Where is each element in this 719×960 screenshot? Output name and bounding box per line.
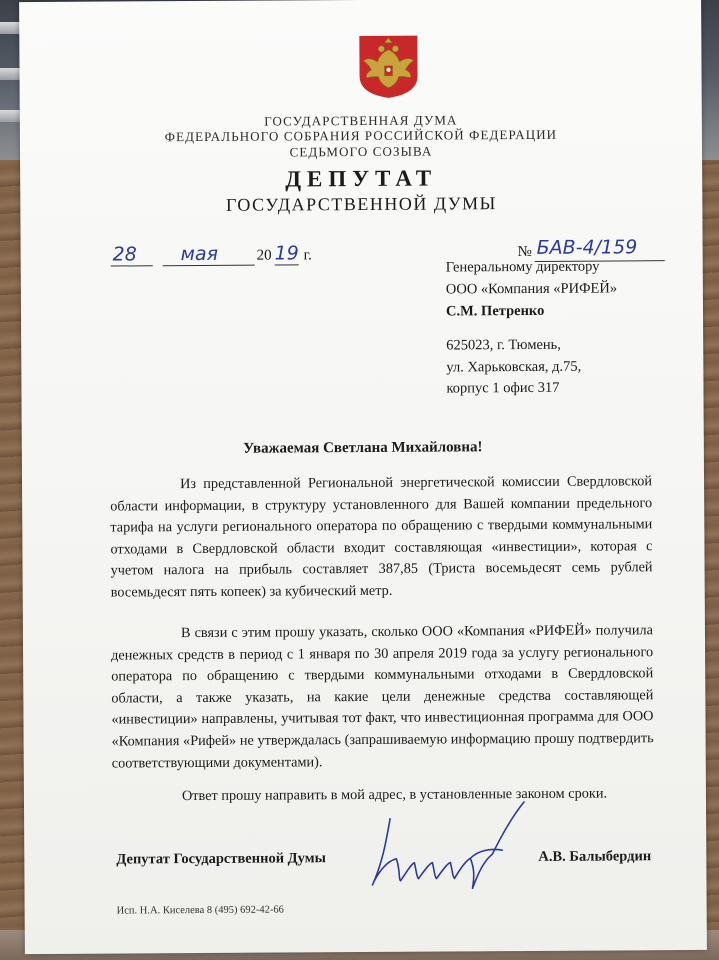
salutation: Уважаемая Светлана Михайловна!: [243, 439, 483, 457]
body-paragraph-2-text: В связи с этим прошу указать, сколько ООО «Компания «РИФЕЙ» получила денежных средств в период с 1 января по 30 апреля 2019 года за услугу регионального оператора по обращению с твердыми коммунальными отходами в Свердловской области, а также указать, на какие цели денежные средства составляющей «инвестиции» направлены, учитывая тот факт, что инвестиционная программа для ООО «Компания «Рифей» не утверждалась (запрашиваемую информацию прошу подтвердить соответствующими документами).: [111, 622, 654, 772]
number-sign: №: [517, 243, 532, 261]
header-line-2: ФЕДЕРАЛЬНОГО СОБРАНИЯ РОССИЙСКОЙ ФЕДЕРАЦИИ: [164, 126, 558, 145]
page-title: ДЕПУТАТ: [285, 165, 438, 192]
header-line-3: СЕДЬМОГО СОЗЫВА: [289, 143, 433, 160]
body-paragraph-1: [110, 471, 653, 604]
date-month: мая: [180, 242, 219, 266]
date-day-underline: [111, 265, 153, 266]
date-year-underline: [275, 264, 299, 265]
date-month-underline: [163, 265, 255, 267]
executor-note: Исп. Н.А. Киселева 8 (495) 692-42-66: [116, 904, 284, 917]
recipient-name: С.М. Петренко: [445, 302, 545, 320]
recipient-address-3: корпус 1 офис 317: [446, 379, 560, 397]
coat-of-arms-icon: [357, 34, 419, 100]
signature-position: Депутат Государственной Думы: [116, 850, 326, 868]
recipient-company: ООО «Компания «РИФЕЙ»: [445, 280, 618, 298]
header-line-1: ГОСУДАРСТВЕННАЯ ДУМА: [264, 112, 458, 129]
body-paragraph-2: [111, 620, 654, 774]
date-year-prefix: 20: [256, 247, 272, 264]
body-paragraph-3-text: Ответ прошу направить в мой адрес, в установленные законом сроки.: [181, 785, 608, 805]
recipient-address-1: 625023, г. Тюмень,: [446, 336, 561, 354]
outgoing-number: БАВ-4/159: [536, 236, 638, 259]
signature-name: А.В. Балыбердин: [538, 848, 652, 865]
date-g: г.: [303, 247, 312, 264]
recipient-address-2: ул. Харьковская, д.75,: [446, 358, 582, 376]
date-day: 28: [112, 243, 137, 266]
recipient-position: Генеральному директору: [445, 258, 600, 276]
letter-sheet: [19, 0, 707, 954]
page-subtitle: ГОСУДАРСТВЕННОЙ ДУМЫ: [225, 193, 497, 215]
body-paragraph-1-text: Из представленной Региональной энергетической комиссии Свердловской области информации, в структуру установленного для Вашей компании предельного тарифа на услуги регионального оператора по обращению с твердыми коммунальными отходами в Свердловской области входит составляющая «инвестиции», которая с учетом налога на прибыль составляет 387,85 (Триста восемьдесят семь рублей восемьдесят пять копеек) за кубический метр.: [110, 473, 653, 601]
handwritten-signature: [342, 794, 528, 895]
date-year-suffix: 19: [274, 242, 299, 265]
